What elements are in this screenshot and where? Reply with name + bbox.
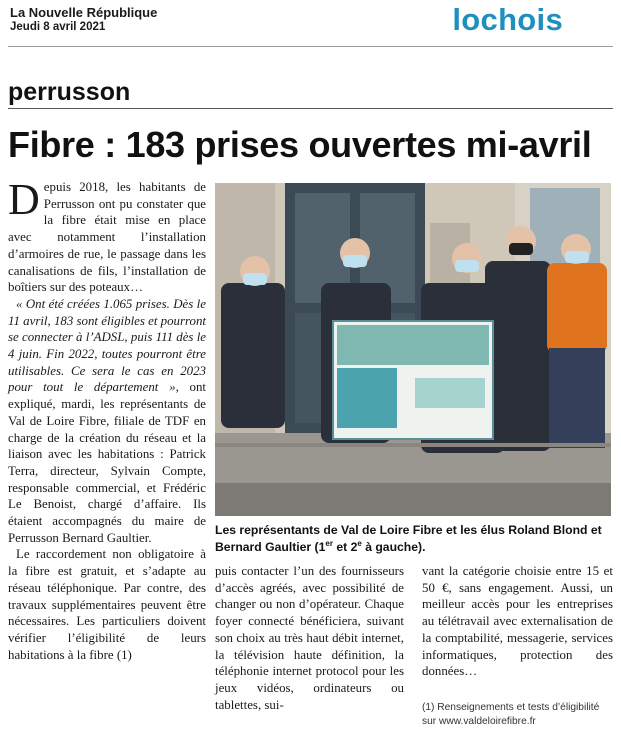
article-column-3 bbox=[422, 563, 613, 680]
footnote-link[interactable]: sur www.valdeloirefibre.fr bbox=[422, 716, 536, 727]
caption-sup-2: e bbox=[357, 538, 362, 548]
locality-rule bbox=[8, 108, 613, 109]
drop-cap: D bbox=[8, 175, 40, 224]
issue-date: Jeudi 8 avril 2021 bbox=[10, 21, 106, 33]
locality-label: perrusson bbox=[8, 78, 131, 106]
article-photo bbox=[215, 183, 611, 516]
paragraph-categorie: vant la catégorie choisie entre 15 et 50 €, sans engagement. Aussi, un meilleur accès pour les entreprises au télétravail avec externalisation de la comptabilité, messagerie, services informatiques, protection des données… bbox=[422, 564, 613, 679]
section-title: lochois bbox=[452, 2, 563, 37]
footnote-line-1: (1) Renseignements et tests d’éligibilité bbox=[422, 702, 600, 713]
article-column-2 bbox=[215, 563, 404, 713]
paper-name: La Nouvelle République bbox=[10, 5, 158, 20]
article-column-1 bbox=[8, 175, 207, 663]
intro-text: epuis 2018, les habitants de Perrusson ont pu constater que la fibre était mise en place avec notamment l’installation d’armoires de rue, le passage dans les canalisations de fils, l’installation de boîtiers sur des poteaux… bbox=[8, 180, 206, 295]
caption-end: à gauche). bbox=[361, 539, 426, 554]
masthead bbox=[10, 6, 157, 34]
paragraph-raccordement: Le raccordement non obligatoire à la fibre est gratuit, et s’adapte au réseau téléphonique. Par contre, des travaux supplémentaires peuvent être nécessaires. Les particuliers doivent vérifier l’éligibilité de leurs habitations à la fibre (1) bbox=[8, 547, 206, 662]
photo-illustration bbox=[215, 183, 611, 516]
photo-caption bbox=[215, 522, 615, 555]
paragraph-fournisseurs: puis contacter l’un des fournisseurs d’accès agréés, avec possibilité de changer ou non d’opérateur. Chaque foyer connecté bénéficiera, suivant son choix au très haut débit internet, la télévision haute définition, la téléphonie internet protocol pour les jeux vidéos, ordinateurs ou tablettes, sui- bbox=[215, 564, 404, 712]
quote-text: « Ont été créées 1.065 prises. Dès le 11 avril, 183 sont éligibles et pourront se connecter à l’ADSL, puis 111 dès le 4 juin. Fin 2022, toutes pourront être utilisables. Ce sera le cas en 2023 pour tout le département » bbox=[8, 296, 207, 395]
caption-text: Les représentants de Val de Loire Fibre et les élus Roland Blond et Bernard Gaultier (1 bbox=[215, 523, 602, 554]
paragraph-quote bbox=[8, 296, 206, 547]
quote-attribution: , ont expliqué, mardi, les représentants de Val de Loire Fibre, filiale de TDF en charge de la création du réseau et la liaison avec les habitations : Patrick Terra, directeur, Sylvain Compte, responsable commercial, et Frédéric Le Benoist, chargé d’affaire. Ils étaient accompagnés du maire de Perrusson Bernard Gaultier. bbox=[8, 380, 206, 545]
caption-sup-1: er bbox=[325, 538, 333, 548]
headline: Fibre : 183 prises ouvertes mi-avril bbox=[8, 124, 592, 165]
paragraph-intro bbox=[8, 175, 206, 296]
caption-mid: et 2 bbox=[332, 539, 358, 554]
top-rule bbox=[8, 46, 613, 47]
footnote bbox=[422, 701, 615, 729]
